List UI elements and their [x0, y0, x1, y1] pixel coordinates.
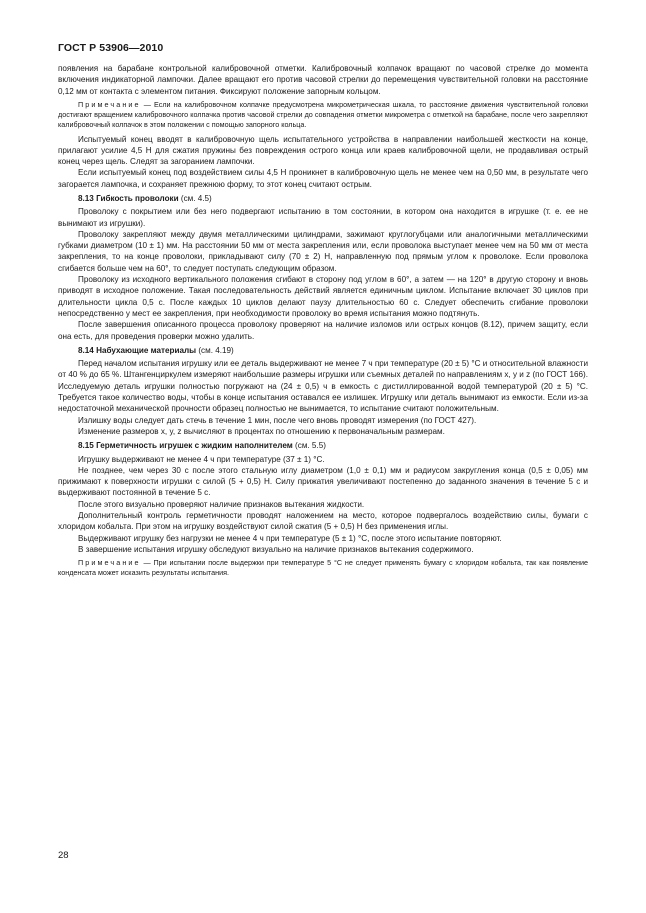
- note-paragraph: [58, 100, 588, 131]
- paragraph: Не позднее, чем через 30 с после этого стальную иглу диаметром (1,0 ± 0,1) мм и радиусом закругления конца (0,5 ± 0,05) мм прижимают к поверхности игрушки с силой (5 + 0,5) Н. Силу прижатия увеличивают постепенно до заданного значения в течение 5 с и выдерживают постоянной в течение 5 с.: [58, 465, 588, 498]
- note-text: — При испытании после выдержки при температуре 5 °С не следует применять бумагу с хлоридом кобальта, так как появление конденсата может исказить результаты испытания.: [58, 558, 588, 578]
- paragraph: Проволоку из исходного вертикального положения сгибают в сторону под углом в 60°, а затем — на 120° в другую сторону и вновь приводят в исходное положение. Такая последовательность действий является единичным циклом. Испытание включает 30 циклов при длительности цикла 0,5 с. После каждых 10 циклов делают паузу длительностью 60 с. Следует обеспечить сгибание проволоки непосредственно у мест ее закрепления, при необходимости проволоку во время испытания можно подтянуть.: [58, 275, 588, 318]
- section-ref: (см. 5.5): [292, 441, 326, 451]
- note-text: — Если на калибровочном колпачке предусмотрена микрометрическая шкала, то расстояние движения чувствительной головки достигают вращением калибровочного колпачка против часовой стрелки до совпадения отметки микрометра с отметкой на барабане, после чего закрепляют калибровочный колпачок в этом положении с помощью запорного кольца.: [58, 99, 588, 130]
- section-title: 8.15 Герметичность игрушек с жидким наполнителем: [78, 441, 293, 451]
- paragraph: Проволоку закрепляют между двумя металлическими цилиндрами, зажимают круглогубцами или аналогичными металлическими губками диаметром (10 ± 1) мм. На расстоянии 50 мм от места закрепления или, если проволока выступает менее чем на 50 мм от места закрепления, то на конце проволоки, прикладывают силу (70 ± 2) Н, направленную под прямым углом к проволоке. Если проволока сгибается больше чем на 60°, то следует поступать следующим образом.: [58, 229, 588, 273]
- paragraph: Проволоку с покрытием или без него подвергают испытанию в том состоянии, в котором она находится в игрушке (т. е. ее не вынимают из игрушки).: [58, 207, 588, 228]
- page-number: 28: [58, 850, 69, 861]
- note-label: Примечание: [78, 99, 141, 109]
- section-ref: (см. 4.19): [196, 345, 234, 355]
- paragraph: Излишку воды следует дать стечь в течение 1 мин, после чего вновь проводят измерения (по ГОСТ 427).: [78, 415, 477, 425]
- note-label: Примечание: [78, 558, 141, 568]
- paragraph: Игрушку выдерживают не менее 4 ч при температуре (37 ± 1) °С.: [78, 454, 325, 464]
- section-ref: (см. 4.5): [178, 193, 212, 203]
- paragraph: После завершения описанного процесса проволоку проверяют на наличие изломов или острых концов (8.12), причем защиту, если она есть, для проведения проверки можно удалить.: [58, 320, 588, 341]
- paragraph: Если испытуемый конец под воздействием силы 4,5 Н проникнет в калибровочную щель не менее чем на 0,50 мм, в результате чего загорается лампочка, и сохраняет прежнюю форму, то этот конец считают острым.: [58, 168, 588, 189]
- section-title: 8.14 Набухающие материалы: [78, 345, 197, 355]
- section-title: 8.13 Гибкость проволоки: [78, 193, 179, 203]
- section-heading: [58, 193, 588, 204]
- section-heading: [58, 345, 588, 356]
- standard-header: ГОСТ Р 53906—2010: [58, 42, 164, 54]
- paragraph: После этого визуально проверяют наличие признаков вытекания жидкости.: [78, 499, 365, 509]
- section-heading: [58, 440, 588, 451]
- paragraph: Перед началом испытания игрушку или ее деталь выдерживают не менее 7 ч при температуре (20 ± 5) °С и относительной влажности от 40 % до 65 %. Штангенциркулем измеряют наибольшие размеры игрушки или съемных деталей по направлениям x, y и z (по ГОСТ 166). Исследуемую деталь игрушки полностью погружают на (24 ± 0,5) ч в емкость с дистиллированной водой температурой (20 ± 5) °С. Требуется такое количество воды, чтобы в конце испытания оставался ее излишек. Игрушку или деталь вынимают из емкости. Если из-за недостаточной механической прочности образец полностью не вынимается, то испытание считают положительным.: [58, 359, 588, 414]
- paragraph: Выдерживают игрушку без нагрузки не менее 4 ч при температуре (5 ± 1) °С, после этого испытание повторяют.: [78, 533, 502, 543]
- note-paragraph: [58, 558, 588, 578]
- paragraph: Дополнительный контроль герметичности проводят наложением на место, которое подвергалось воздействию силы, бумаги с хлоридом кобальта. При этом на игрушку воздействуют силой сжатия (5 + 0,5) Н без применения иглы.: [58, 511, 588, 532]
- paragraph: В завершение испытания игрушку обследуют визуально на наличие признаков вытекания содержимого.: [78, 544, 474, 554]
- paragraph: Испытуемый конец вводят в калибровочную щель испытательного устройства в направлении наибольшей жесткости на конце, прилагают усилие 4,5 Н для сжатия пружины без повреждения острого конца или краев калибровочной щели, не продавливая острый конец через щель. Следят за загоранием лампочки.: [58, 134, 588, 167]
- paragraph: Изменение размеров x, y, z вычисляют в процентах по отношению к первоначальным размерам.: [78, 426, 445, 436]
- paragraph: появления на барабане контрольной калибровочной отметки. Калибровочный колпачок вращают по часовой стрелке до момента включения индикаторной лампочки. Далее вращают его против часовой стрелки до перемещения чувствительной головки на расстояние 0,12 мм от контакта с элементом питания. Фиксируют положение запорным кольцом.: [58, 64, 588, 96]
